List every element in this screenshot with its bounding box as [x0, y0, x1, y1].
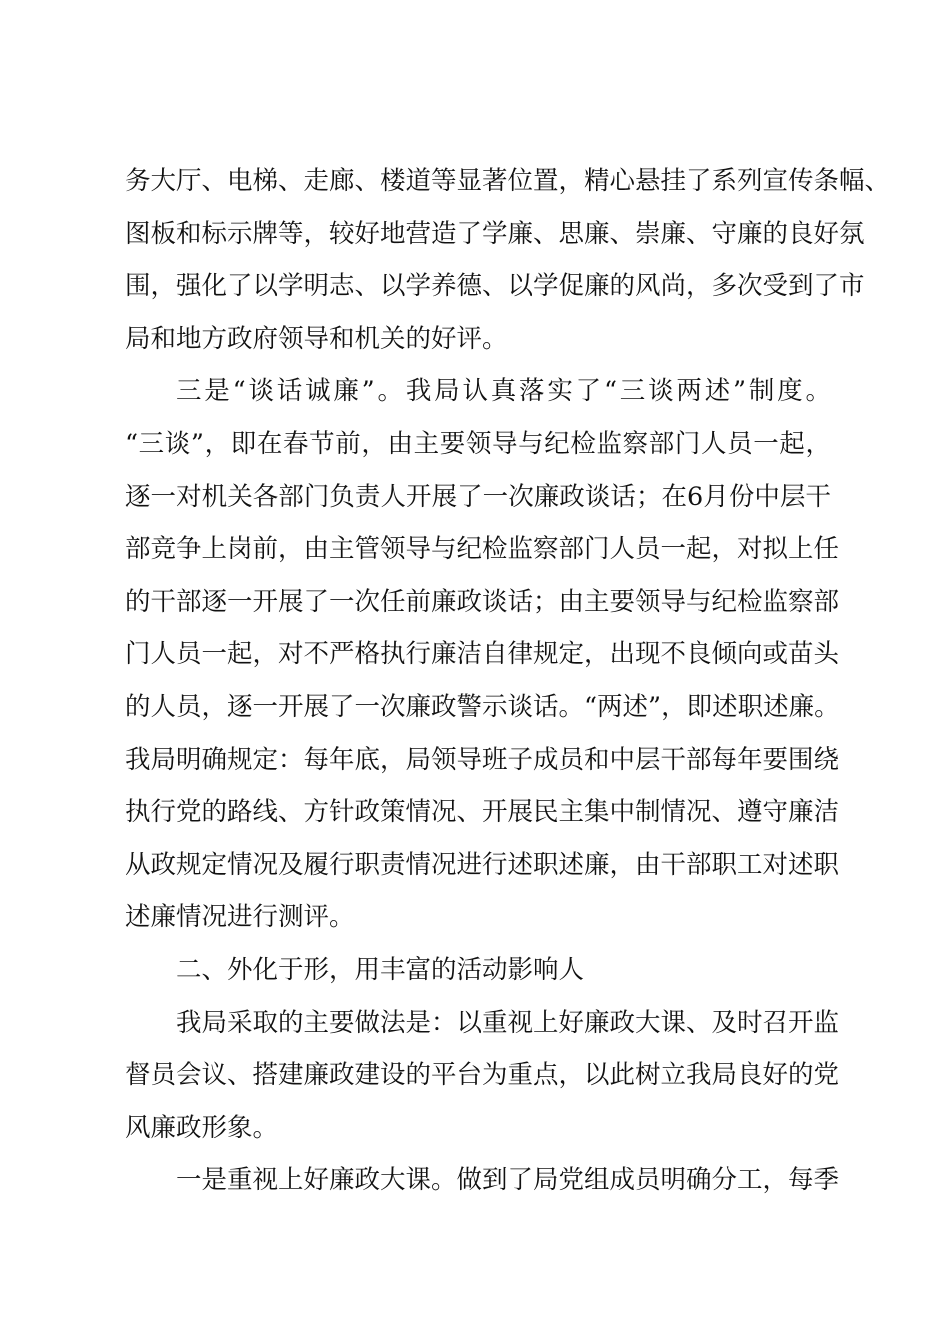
text-line: 执行党的路线、方针政策情况、开展民主集中制情况、遵守廉洁	[125, 797, 840, 828]
text-line: 图板和标示牌等，较好地营造了学廉、思廉、崇廉、守廉的良好氛	[125, 218, 865, 249]
text-line: 局和地方政府领导和机关的好评。	[125, 323, 508, 354]
text-line: 一是重视上好廉政大课。做到了局党组成员明确分工，每季	[176, 1165, 840, 1196]
text-line: 从政规定情况及履行职责情况进行述职述廉，由干部职工对述职	[125, 849, 840, 880]
text-line: 逐一对机关各部门负责人开展了一次廉政谈话；在6月份中层干	[125, 481, 831, 512]
text-line: 门人员一起，对不严格执行廉洁自律规定，出现不良倾向或苗头	[125, 639, 840, 670]
text-line: 我局明确规定：每年底，局领导班子成员和中层干部每年要围绕	[125, 744, 840, 775]
text-line: “三谈”，即在春节前，由主要领导与纪检监察部门人员一起，	[125, 428, 831, 459]
text-line: 部竞争上岗前，由主管领导与纪检监察部门人员一起，对拟上任	[125, 534, 840, 565]
text-line: 的干部逐一开展了一次任前廉政谈话；由主要领导与纪检监察部	[125, 586, 840, 617]
text-line: 督员会议、搭建廉政建设的平台为重点，以此树立我局良好的党	[125, 1060, 840, 1091]
text-line: 述廉情况进行测评。	[125, 902, 355, 933]
document-body	[125, 155, 891, 1207]
section-heading: 二、外化于形，用丰富的活动影响人	[176, 954, 585, 985]
text-line: 三是“谈话诚廉”。我局认真落实了“三谈两述”制度。	[176, 376, 831, 407]
text-line: 风廉政形象。	[125, 1112, 279, 1143]
text-line: 务大厅、电梯、走廊、楼道等显著位置，精心悬挂了系列宣传条幅、	[125, 166, 891, 196]
text-line: 我局采取的主要做法是：以重视上好廉政大课、及时召开监	[176, 1007, 840, 1038]
text-line: 的人员，逐一开展了一次廉政警示谈话。“两述”，即述职述廉。	[125, 691, 840, 722]
text-line: 围，强化了以学明志、以学养德、以学促廉的风尚，多次受到了市	[125, 271, 865, 302]
